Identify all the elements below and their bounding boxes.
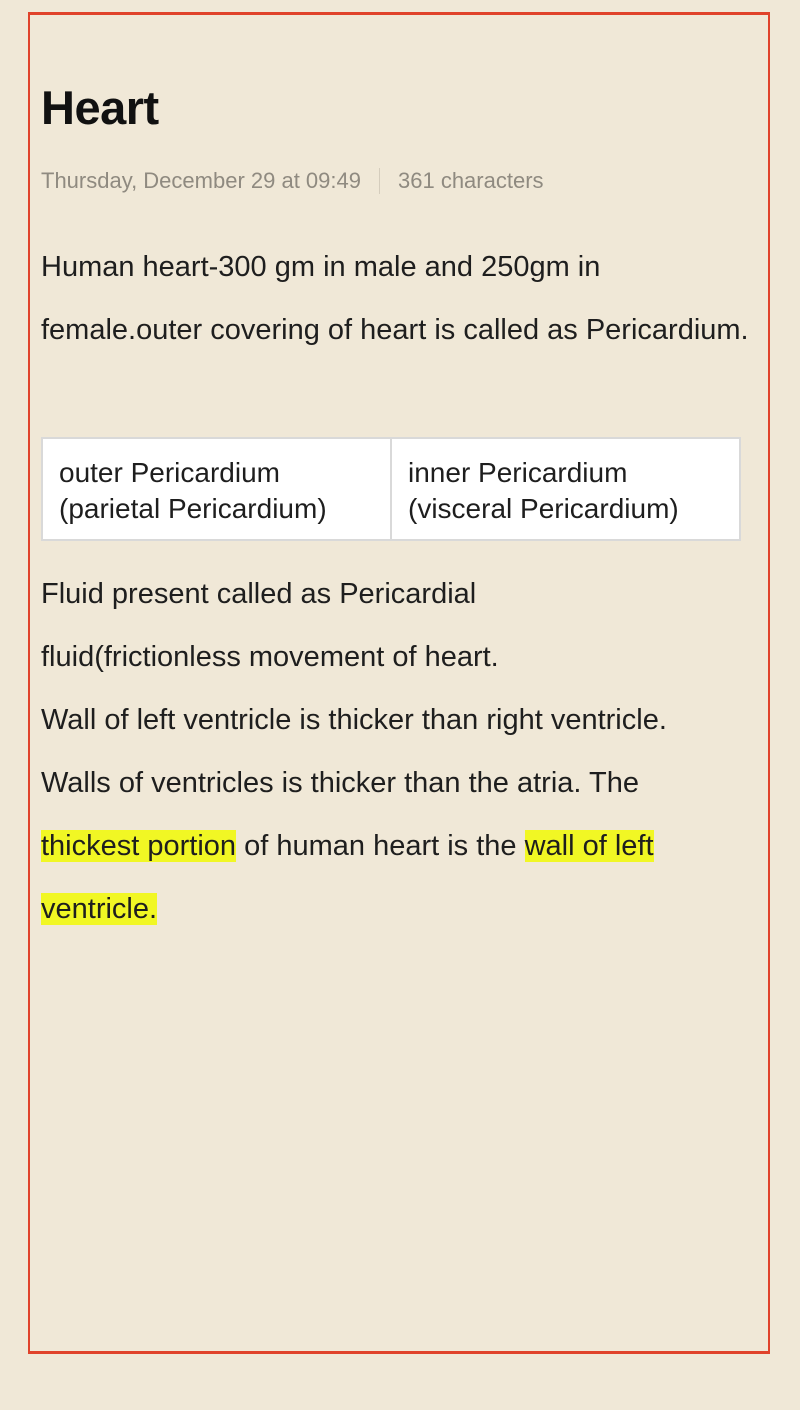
meta-divider (379, 168, 380, 194)
text-line-highlighted (41, 815, 761, 941)
plain-text: of human heart is the (236, 830, 525, 862)
highlighted-text: wall of left ventricle. (41, 830, 654, 925)
table-cell-text: outer Pericardium (59, 457, 280, 488)
note-char-count: 361 characters (398, 168, 544, 193)
text-line: Wall of left ventricle is thicker than right ventricle. (41, 704, 667, 736)
table-cell-text: inner Pericardium (408, 457, 628, 488)
text-line: Walls of ventricles is thicker than the atria. The (41, 767, 639, 799)
note-title[interactable]: Heart (41, 81, 159, 134)
note-meta (41, 166, 544, 196)
table-cell-outer[interactable] (43, 439, 390, 539)
table-cell-inner[interactable] (390, 439, 739, 539)
table-cell-text: (parietal Pericardium) (59, 493, 327, 524)
highlighted-text: thickest portion (41, 830, 237, 862)
note-paragraph-2[interactable] (41, 563, 761, 941)
text-line: fluid(frictionless movement of heart. (41, 641, 499, 673)
note-date: Thursday, December 29 at 09:49 (41, 168, 361, 193)
note-table[interactable] (41, 437, 741, 541)
table-cell-text: (visceral Pericardium) (408, 493, 679, 524)
note-paragraph-1[interactable]: Human heart-300 gm in male and 250gm in female.outer covering of heart is called as Pericardium. (41, 251, 749, 346)
text-line: Fluid present called as Pericardial (41, 578, 477, 610)
